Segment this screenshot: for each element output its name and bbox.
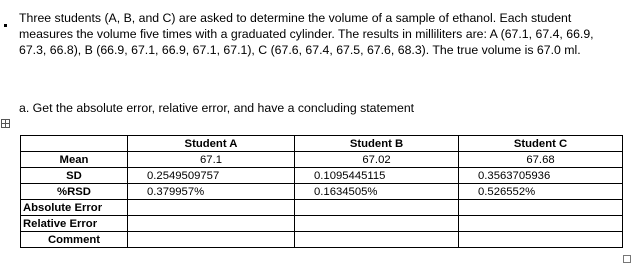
cell-mean-c[interactable]: 67.68 [459, 152, 623, 168]
header-student-b[interactable]: Student B [295, 136, 459, 152]
table-row-mean [21, 152, 623, 168]
table-row-relative-error [21, 216, 623, 232]
header-student-a[interactable]: Student A [128, 136, 295, 152]
cell-abs-error-a[interactable] [128, 200, 295, 216]
problem-statement: Three students (A, B, and C) are asked to determine the volume of a sample of ethanol. Each student measures the volume five times with a graduated cylinder. The results in milliliters are: A (67.1, 67.4, 66.9, 67.3, 66.8), B (66.9, 67.1, 66.9, 67.1, 67.1), C (67.6, 67.4, 67.5, 67.6, 68.3). The true volume is 67.0 ml. [19, 11, 594, 58]
cell-sd-b[interactable]: 0.1095445115 [295, 168, 459, 184]
table-row-sd [21, 168, 623, 184]
question-a: a. Get the absolute error, relative error, and have a concluding statement [19, 101, 415, 115]
cell-mean-a[interactable]: 67.1 [128, 152, 295, 168]
bullet-marker [4, 24, 7, 27]
row-label-sd[interactable]: SD [21, 168, 128, 184]
cell-mean-b[interactable]: 67.02 [295, 152, 459, 168]
row-label-relative-error[interactable]: Relative Error [21, 216, 128, 232]
cell-abs-error-b[interactable] [295, 200, 459, 216]
table-row-comment [21, 232, 623, 248]
row-label-absolute-error[interactable]: Absolute Error [21, 200, 128, 216]
cell-rel-error-c[interactable] [459, 216, 623, 232]
header-student-c[interactable]: Student C [459, 136, 623, 152]
cell-rsd-c[interactable]: 0.526552% [459, 184, 623, 200]
table-header-row [21, 136, 623, 152]
cell-rsd-b[interactable]: 0.1634505% [295, 184, 459, 200]
row-label-mean[interactable]: Mean [21, 152, 128, 168]
cell-rel-error-b[interactable] [295, 216, 459, 232]
cell-comment-a[interactable] [128, 232, 295, 248]
cell-sd-a[interactable]: 0.2549509757 [128, 168, 295, 184]
row-label-rsd[interactable]: %RSD [21, 184, 128, 200]
cell-sd-c[interactable]: 0.3563705936 [459, 168, 623, 184]
header-cell-empty[interactable] [21, 136, 128, 152]
cell-rsd-a[interactable]: 0.379957% [128, 184, 295, 200]
cell-comment-b[interactable] [295, 232, 459, 248]
row-label-comment[interactable]: Comment [21, 232, 128, 248]
cell-comment-c[interactable] [459, 232, 623, 248]
table-row-absolute-error [21, 200, 623, 216]
cell-abs-error-c[interactable] [459, 200, 623, 216]
table-row-rsd [21, 184, 623, 200]
cell-rel-error-a[interactable] [128, 216, 295, 232]
table-move-handle-icon[interactable] [1, 119, 10, 128]
results-table [20, 135, 623, 248]
table-resize-handle-icon[interactable] [623, 255, 631, 263]
